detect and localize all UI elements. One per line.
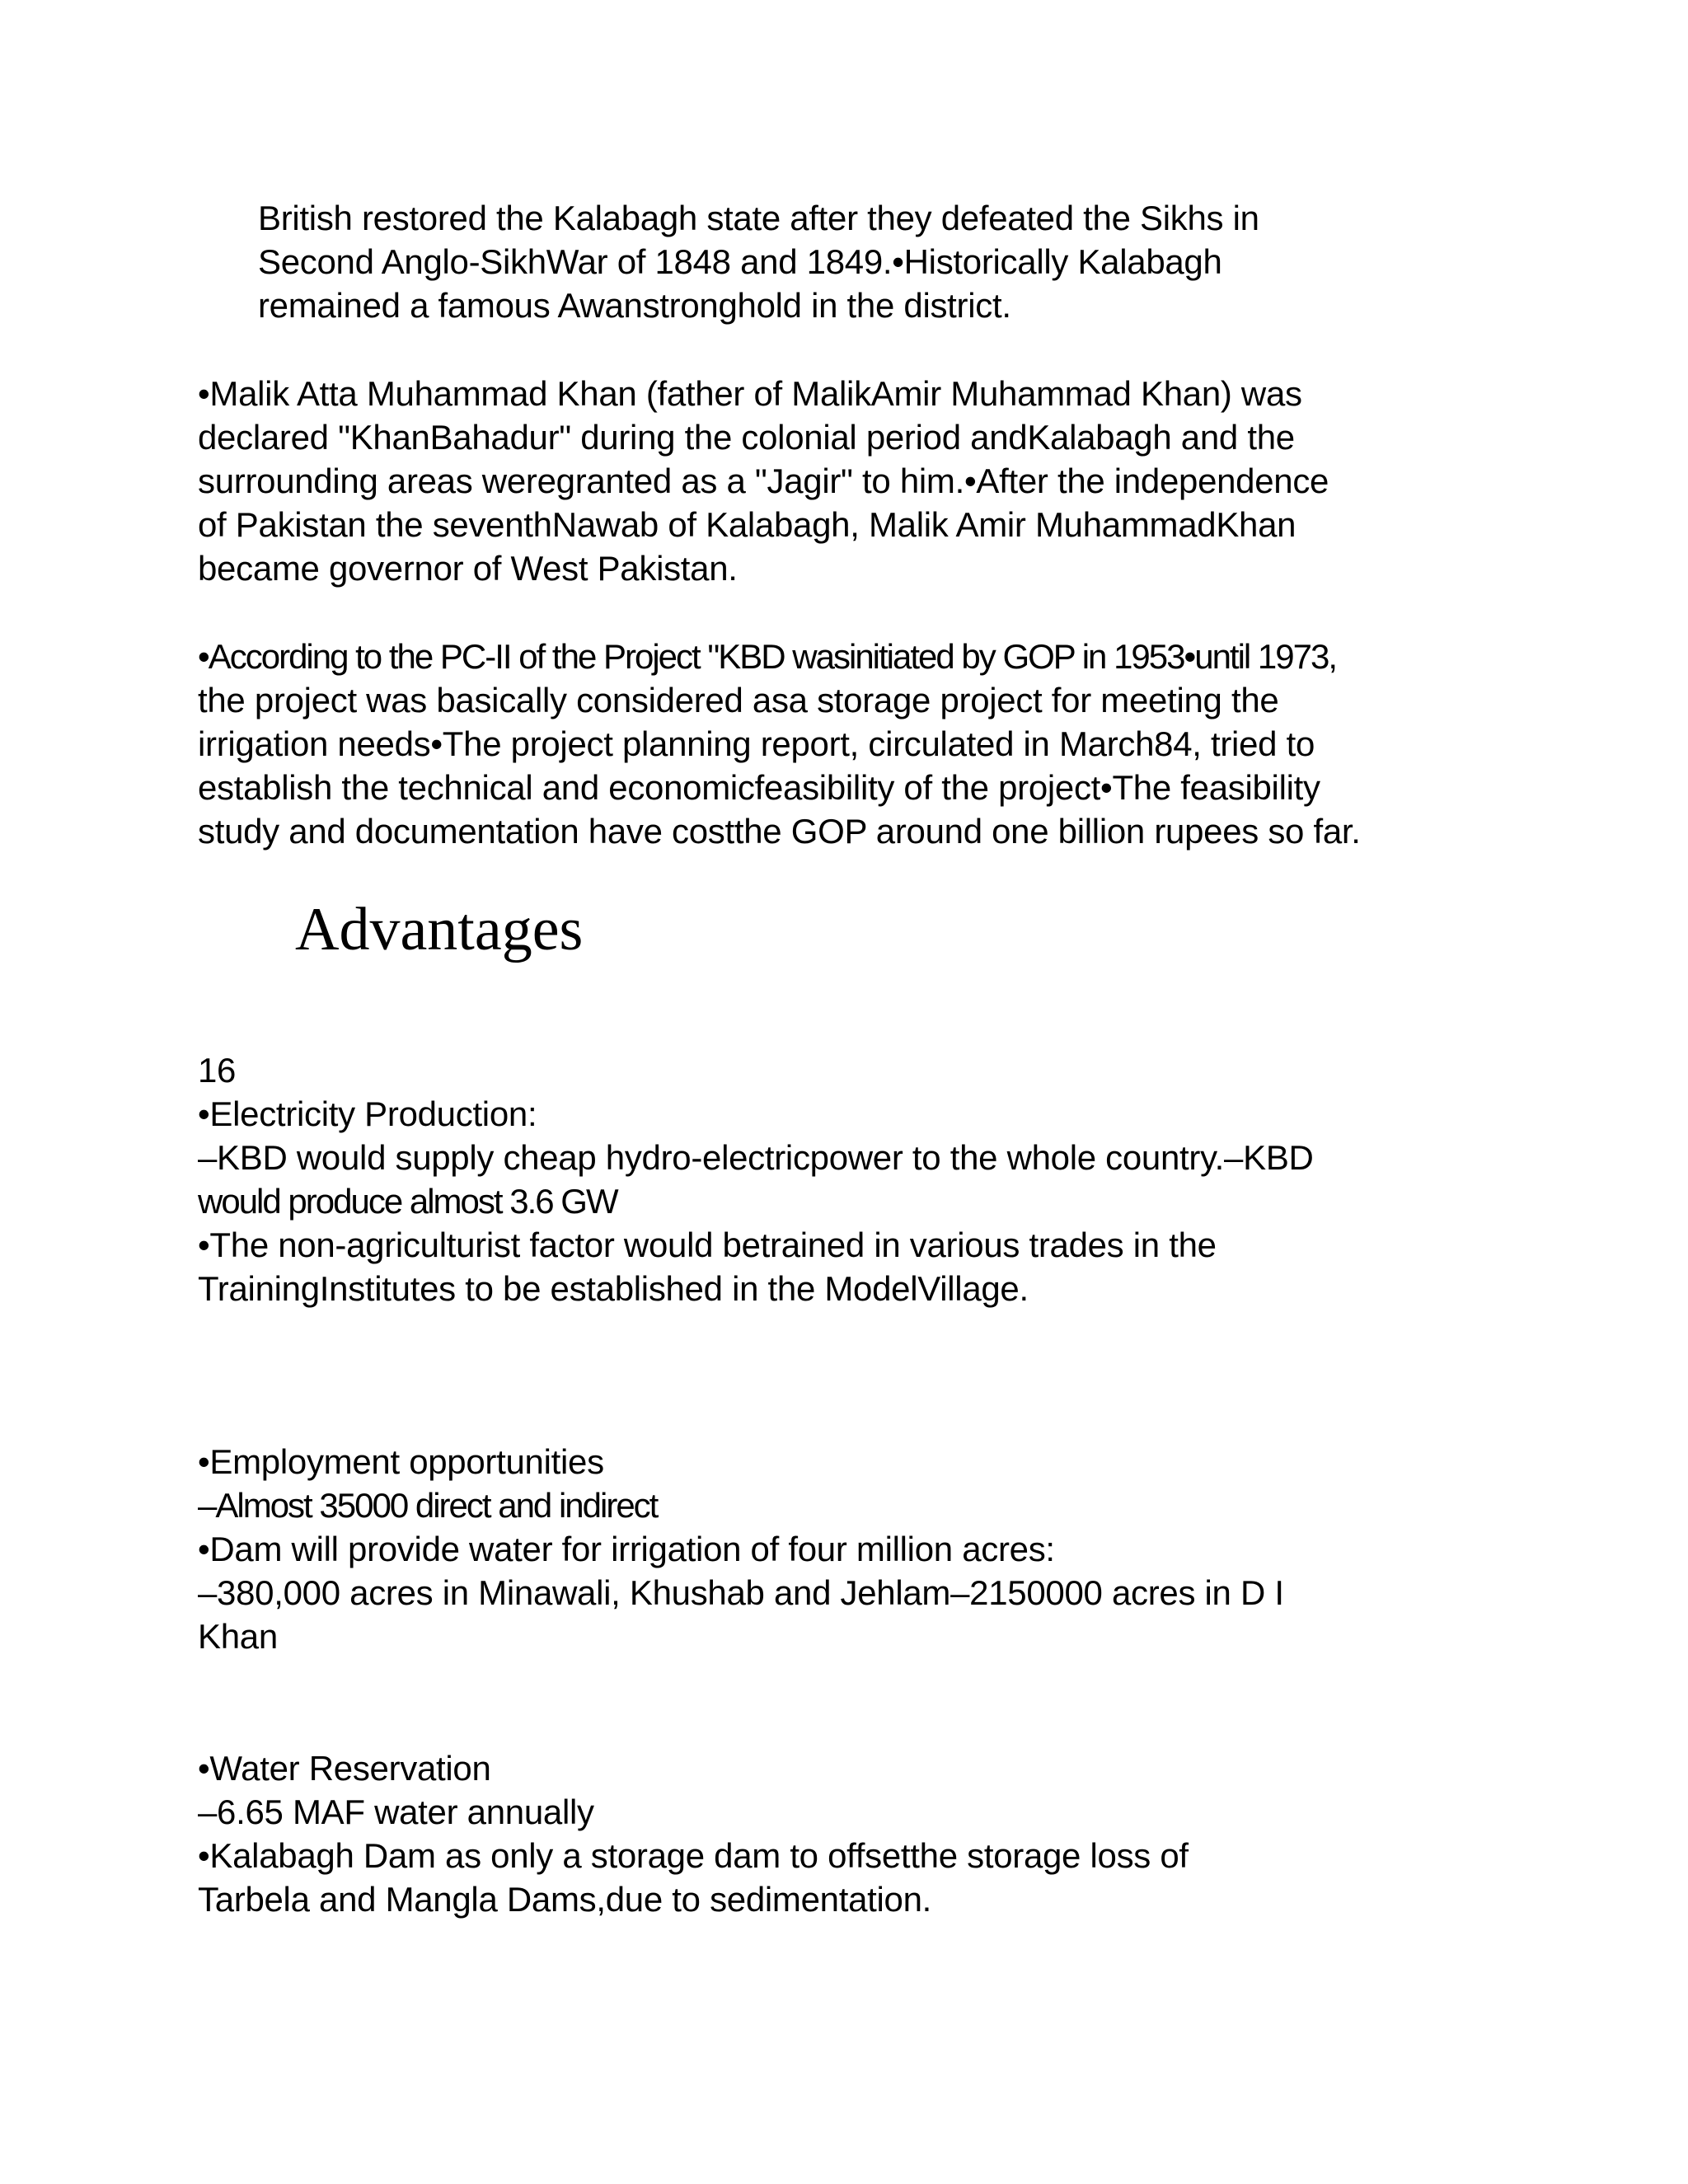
text-line: remained a famous Awanstronghold in the district. [258, 286, 1011, 325]
text-line: –Almost 35000 direct and indirect [198, 1486, 658, 1525]
text-line: •Dam will provide water for irrigation of four million acres: [198, 1530, 1055, 1568]
text-line: declared "KhanBahadur" during the colonial period andKalabagh and the [198, 418, 1295, 457]
text-line: –6.65 MAF water annually [198, 1793, 594, 1831]
text-line: irrigation needs•The project planning report, circulated in March84, tried to [198, 724, 1315, 763]
text-line: would produce almost 3.6 GW [198, 1182, 617, 1221]
text-line: •Water Reservation [198, 1749, 491, 1788]
text-line: •Electricity Production: [198, 1094, 537, 1133]
text-line: •The non-agriculturist factor would betrained in various trades in the [198, 1226, 1217, 1264]
text-line: •According to the PC-II of the Project "KBD wasinitiated by GOP in 1953•until 1973, [198, 637, 1337, 676]
text-line: Second Anglo-SikhWar of 1848 and 1849.•Historically Kalabagh [258, 242, 1222, 281]
section-heading: Advantages [295, 896, 584, 963]
text-line: •Kalabagh Dam as only a storage dam to offsetthe storage loss of [198, 1836, 1189, 1875]
text-line: study and documentation have costthe GOP around one billion rupees so far. [198, 812, 1361, 851]
text-line: of Pakistan the seventhNawab of Kalabagh, Malik Amir MuhammadKhan [198, 505, 1296, 544]
text-line: •Malik Atta Muhammad Khan (father of MalikAmir Muhammad Khan) was [198, 374, 1302, 413]
text-line: the project was basically considered asa storage project for meeting the [198, 681, 1279, 719]
text-line: became governor of West Pakistan. [198, 549, 738, 588]
page-number: 16 [198, 1051, 237, 1090]
text-line: surrounding areas weregranted as a "Jagir" to him.•After the independence [198, 462, 1329, 500]
text-line: Khan [198, 1617, 278, 1656]
text-line: establish the technical and economicfeasibility of the project•The feasibility [198, 768, 1320, 807]
text-line: British restored the Kalabagh state after they defeated the Sikhs in [258, 199, 1259, 237]
text-line: •Employment opportunities [198, 1442, 604, 1481]
text-line: TrainingInstitutes to be established in the ModelVillage. [198, 1269, 1029, 1308]
text-line: –KBD would supply cheap hydro-electricpower to the whole country.–KBD [198, 1138, 1314, 1177]
text-line: Tarbela and Mangla Dams,due to sedimentation. [198, 1880, 932, 1919]
text-line: –380,000 acres in Minawali, Khushab and Jehlam–2150000 acres in D I [198, 1573, 1284, 1612]
